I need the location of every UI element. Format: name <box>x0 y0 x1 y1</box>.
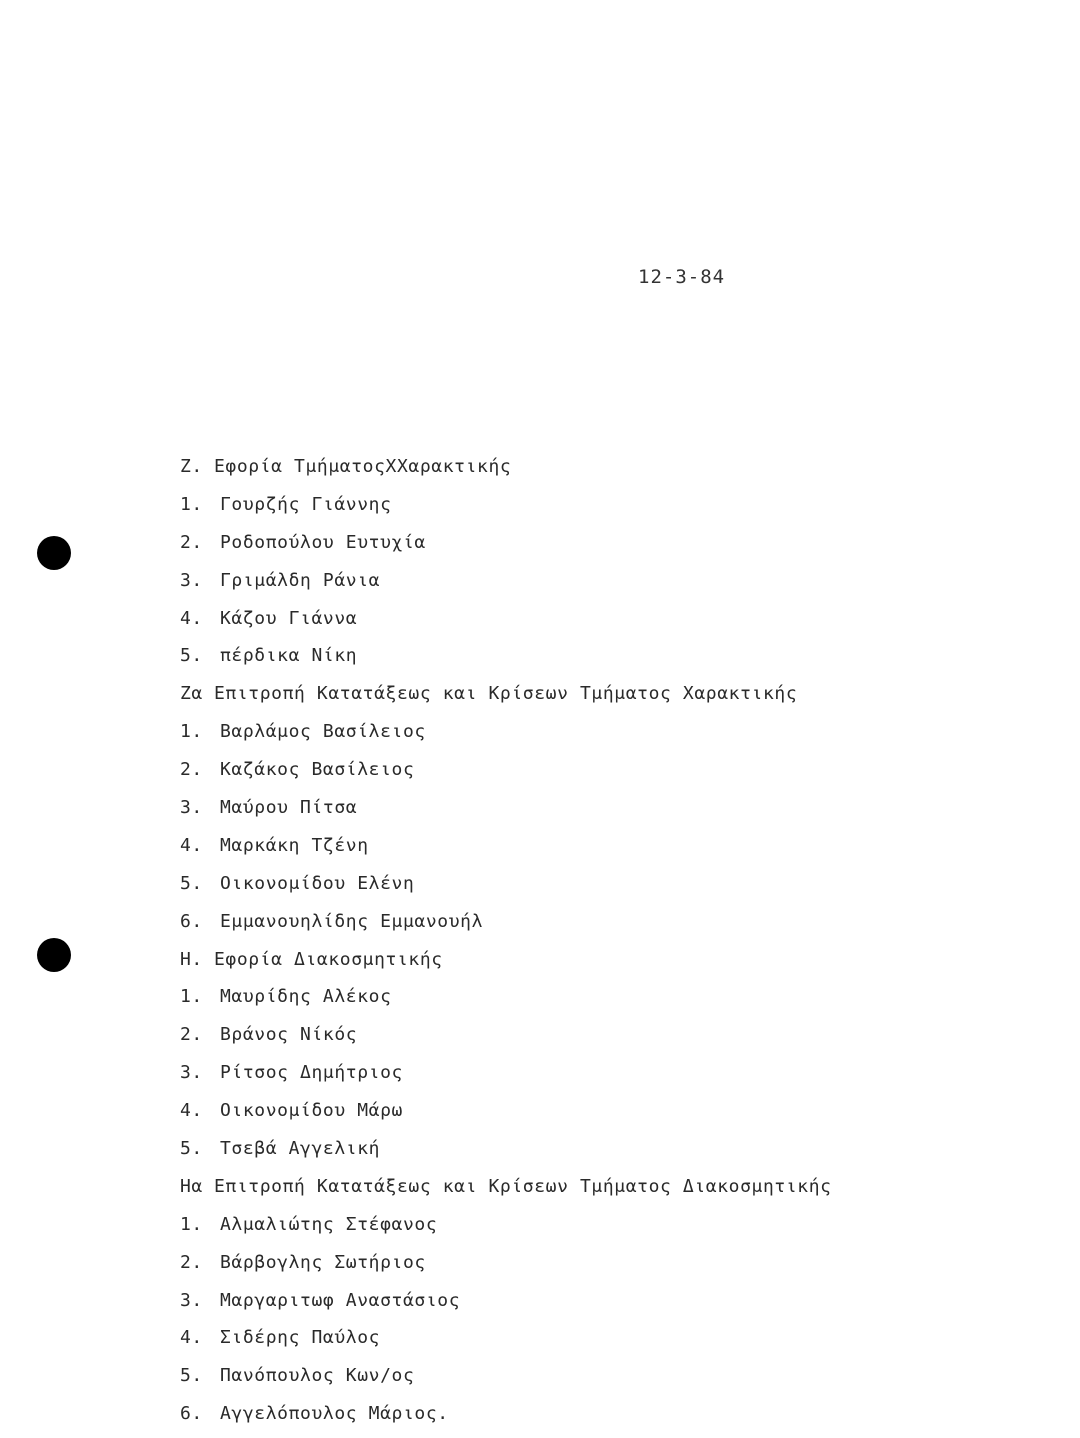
item-number: 4. <box>180 607 203 629</box>
list-item <box>180 751 1060 789</box>
list-item <box>180 486 1060 524</box>
committee-list <box>180 448 1060 1433</box>
item-number: 2. <box>180 759 203 781</box>
list-item <box>180 789 1060 827</box>
list-item <box>180 978 1060 1016</box>
item-number: 6. <box>180 910 203 932</box>
list-item <box>180 903 1060 941</box>
item-number: Η. <box>180 948 203 970</box>
section-heading <box>180 1168 1060 1206</box>
member-name: Μαύρου Πίτσα <box>220 797 358 819</box>
section-heading <box>180 941 1060 979</box>
member-name: Σιδέρης Παύλος <box>220 1327 381 1349</box>
item-number: 3. <box>180 1289 203 1311</box>
list-item <box>180 1206 1060 1244</box>
item-number: 5. <box>180 872 203 894</box>
member-name: Βάρβογλης Σωτήριος <box>220 1251 426 1273</box>
member-name: Αγγελόπουλος Μάριος. <box>220 1403 449 1425</box>
item-number: 4. <box>180 1100 203 1122</box>
section-title: Εφορία Διακοσμητικής <box>214 948 443 970</box>
member-name: Ρίτσος Δημήτριος <box>220 1062 403 1084</box>
member-name: Οικονομίδου Μάρω <box>220 1100 403 1122</box>
list-item <box>180 1319 1060 1357</box>
member-name: Εμμανουηλίδης Εμμανουήλ <box>220 910 484 932</box>
punch-hole <box>37 536 71 570</box>
list-item <box>180 1092 1060 1130</box>
list-item <box>180 1357 1060 1395</box>
list-item <box>180 1016 1060 1054</box>
item-number: 3. <box>180 1062 203 1084</box>
item-number: Ηα <box>180 1175 203 1197</box>
item-number: 2. <box>180 1251 203 1273</box>
list-item <box>180 1395 1060 1433</box>
member-name: Αλμαλιώτης Στέφανος <box>220 1213 438 1235</box>
list-item <box>180 562 1060 600</box>
item-number: 3. <box>180 569 203 591</box>
item-number: 4. <box>180 834 203 856</box>
member-name: Μαυρίδης Αλέκος <box>220 986 392 1008</box>
member-name: Οικονομίδου Ελένη <box>220 872 415 894</box>
member-name: Βράνος Νίκός <box>220 1024 358 1046</box>
member-name: Ροδοπούλου Ευτυχία <box>220 531 426 553</box>
list-item <box>180 1130 1060 1168</box>
item-number: Ζα <box>180 683 203 705</box>
member-name: Γουρζής Γιάννης <box>220 493 392 515</box>
item-number: 5. <box>180 1365 203 1387</box>
section-heading <box>180 675 1060 713</box>
item-number: 4. <box>180 1327 203 1349</box>
list-item <box>180 1244 1060 1282</box>
list-item <box>180 524 1060 562</box>
list-item <box>180 600 1060 638</box>
item-number: 6. <box>180 1403 203 1425</box>
item-number: 1. <box>180 721 203 743</box>
punch-hole <box>37 938 71 972</box>
list-item <box>180 827 1060 865</box>
member-name: Κάζου Γιάννα <box>220 607 358 629</box>
list-item <box>180 637 1060 675</box>
member-name: Βαρλάμος Βασίλειος <box>220 721 426 743</box>
list-item <box>180 1282 1060 1320</box>
section-title: Εφορία ΤμήματοςΧΧαρακτικής <box>214 456 512 477</box>
item-number: 1. <box>180 986 203 1008</box>
list-item <box>180 1054 1060 1092</box>
section-heading <box>180 448 1060 486</box>
section-title: Επιτροπή Κατατάξεως και Κρίσεων Τμήματος Χαρακτικής <box>214 683 798 705</box>
list-item <box>180 713 1060 751</box>
item-number: 2. <box>180 1024 203 1046</box>
section-title: Επιτροπή Κατατάξεως και Κρίσεων Τμήματος Διακοσμητικής <box>214 1175 832 1197</box>
item-number: 3. <box>180 797 203 819</box>
member-name: Μαργαριτωφ Αναστάσιος <box>220 1289 461 1311</box>
member-name: Γριμάλδη Ράνια <box>220 569 381 591</box>
item-number: 5. <box>180 1138 203 1160</box>
item-number: 1. <box>180 1213 203 1235</box>
member-name: Τσεβά Αγγελική <box>220 1138 381 1160</box>
document-date: 12-3-84 <box>638 266 726 288</box>
member-name: Μαρκάκη Τζένη <box>220 834 369 856</box>
item-number: 1. <box>180 493 203 515</box>
list-item <box>180 865 1060 903</box>
member-name: Καζάκος Βασίλειος <box>220 759 415 781</box>
member-name: πέρδικα Νίκη <box>220 645 358 667</box>
item-number: Ζ. <box>180 456 203 477</box>
item-number: 2. <box>180 531 203 553</box>
member-name: Πανόπουλος Κων/ος <box>220 1365 415 1387</box>
item-number: 5. <box>180 645 203 667</box>
